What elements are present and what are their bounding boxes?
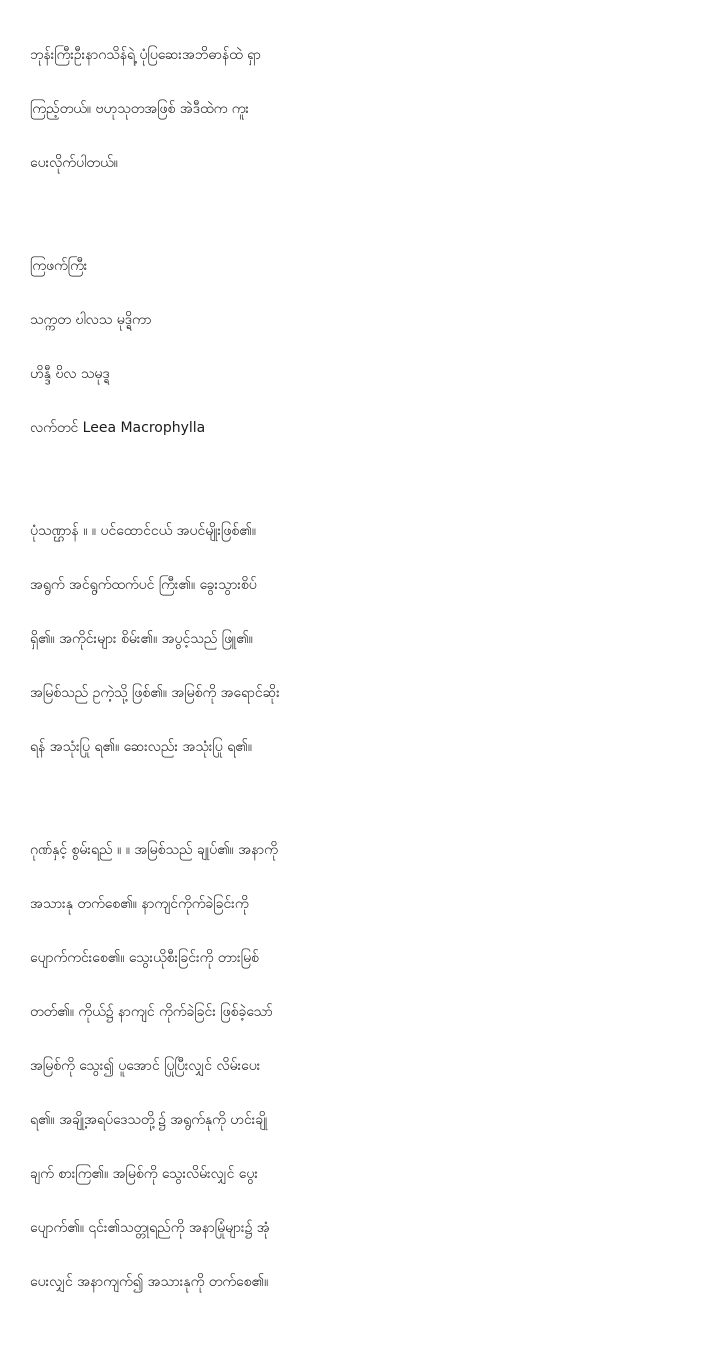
text-line: ပုံသဏ္ဌာန် ။ ။ ပင်ထောင်ငယ် အပင်မျိုးဖြစ်၏။ [30, 523, 256, 539]
properties-paragraph [30, 823, 710, 1309]
text-line: အသားနု တက်စေ၏။ နာကျင်ကိုက်ခဲခြင်းကို [30, 896, 249, 912]
text-line: ရ၏။ အချို့အရပ်ဒေသတို့၌ အရွက်နုကို ဟင်းချို [30, 1112, 268, 1128]
text-line: ဘုန်းကြီးဦးနာဂသိန်ရဲ့ ပုံပြဆေးအဘိဓာန်ထဲ ရှာ [30, 47, 261, 63]
shape-paragraph [30, 504, 710, 774]
document-page [30, 28, 710, 1358]
text-line: အရွက် အင်ရွက်ထက်ပင် ကြီး၏။ ခွေးသွားစိပ် [30, 577, 257, 593]
names-paragraph [30, 239, 710, 455]
text-line: သက္ကတ ဎါလသ မုဒ္ရိကာ [30, 312, 152, 328]
text-line: ကြဖက်ကြီး [30, 258, 88, 274]
text-line: ပေးလိုက်ပါတယ်။ [30, 155, 118, 171]
text-line: ကြည့်တယ်။ ဗဟုသုတအဖြစ် အဲဒီထဲက ကူး [30, 101, 249, 117]
text-line: လက်တင် Leea Macrophylla [30, 420, 206, 436]
text-line: အမြစ်သည် ဥကဲ့သို့ ဖြစ်၏။ အမြစ်ကို အရောင်ဆိုး [30, 685, 280, 701]
text-line: ပေးလျှင် အနာကျက်၍ အသားနုကို တက်စေ၏။ [30, 1274, 269, 1290]
intro-paragraph [30, 28, 710, 190]
text-line: ရှိ၏။ အကိုင်းများ စိမ်း၏။ အပွင့်သည် ဖြူ၏။ [30, 631, 253, 647]
text-line: ပျောက်၏။ ၎င်း၏သတ္တုရည်ကို အနာမြုံများ၌ အုံ [30, 1220, 270, 1236]
text-line: ရန် အသုံးပြု ရ၏။ ဆေးလည်း အသုံးပြု ရ၏။ [30, 739, 252, 755]
text-line: ပျောက်ကင်းစေ၏။ သွေးယိုစီးခြင်းကို တားမြစ် [30, 950, 259, 966]
text-line: အမြစ်ကို သွေး၍ ပူအောင် ပြုပြီးလျှင် လိမ်းပေး [30, 1058, 261, 1074]
text-line: ချက် စားကြ၏။ အမြစ်ကို သွေးလိမ်းလျှင် ပွေး [30, 1166, 258, 1182]
text-line: တတ်၏။ ကိုယ်၌ နာကျင် ကိုက်ခဲခြင်း ဖြစ်ခဲ့သော် [30, 1004, 273, 1020]
text-line: ဟိန္ဒီ ဎိလ သမုဒ္ရ [30, 366, 110, 382]
text-line: ဂုဏ်နှင့် စွမ်းရည် ။ ။ အမြစ်သည် ချုပ်၏။ အနာကို [30, 842, 278, 858]
